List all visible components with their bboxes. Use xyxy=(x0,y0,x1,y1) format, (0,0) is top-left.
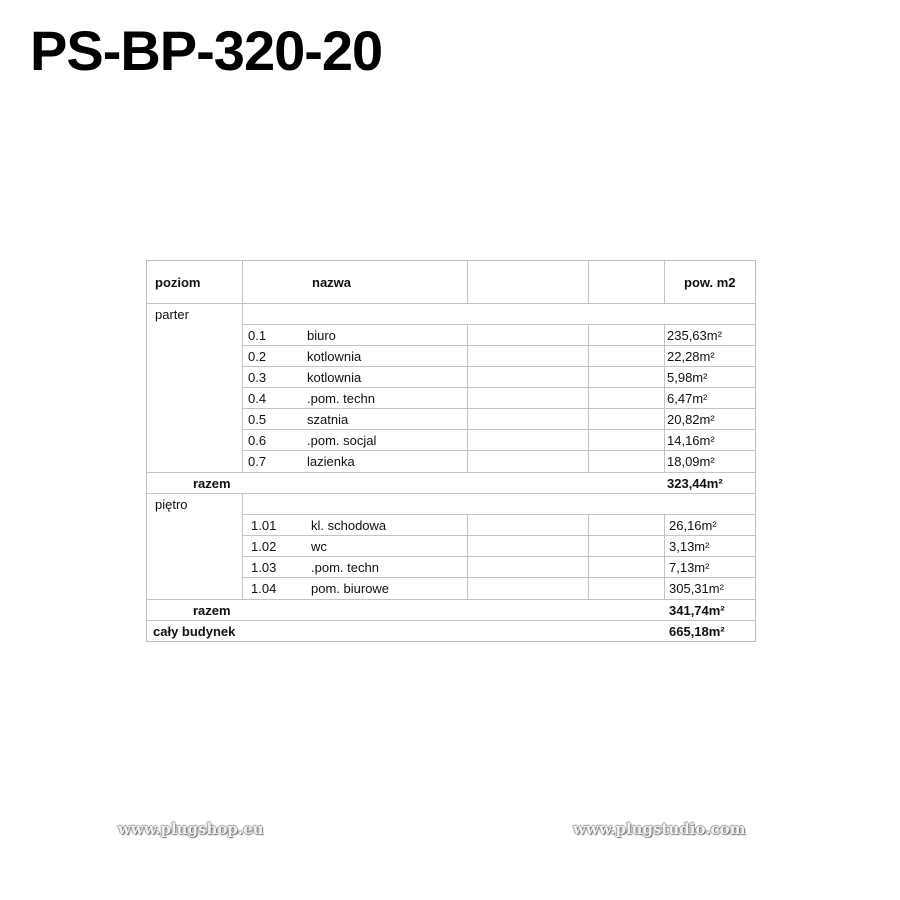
table-row xyxy=(147,515,755,536)
footer-link-plugshop[interactable]: www.plugshop.eu xyxy=(118,820,264,838)
level-row-pietro xyxy=(147,494,755,515)
table-header-row xyxy=(147,261,755,304)
room-area: 5,98m² xyxy=(667,370,708,385)
table-row xyxy=(147,367,755,388)
room-area: 14,16m² xyxy=(667,433,715,448)
room-name: kotlownia xyxy=(307,370,362,385)
room-number: 1.02 xyxy=(251,539,277,554)
footer-link-plugstudio[interactable]: www.plugstudio.com xyxy=(573,820,746,838)
table-row xyxy=(147,578,755,599)
subtotal-label: razem xyxy=(193,475,231,491)
room-number: 0.5 xyxy=(248,412,267,427)
room-area: 235,63m² xyxy=(667,328,722,343)
table-row xyxy=(147,430,755,451)
table-row xyxy=(147,451,755,472)
room-name: pom. biurowe xyxy=(311,581,390,596)
subtotal-row-pietro xyxy=(147,599,755,621)
room-name: kotlownia xyxy=(307,349,362,364)
level-name: parter xyxy=(155,307,189,322)
room-name: kl. schodowa xyxy=(311,518,387,533)
room-name: wc xyxy=(311,539,327,554)
building-total-value: 665,18m² xyxy=(669,623,725,639)
room-number: 1.01 xyxy=(251,518,277,533)
room-name: szatnia xyxy=(307,412,349,427)
header-name: nazwa xyxy=(312,274,352,290)
level-name: piętro xyxy=(155,497,188,512)
room-number: 1.04 xyxy=(251,581,277,596)
room-number: 0.3 xyxy=(248,370,267,385)
room-area: 22,28m² xyxy=(667,349,715,364)
room-area: 20,82m² xyxy=(667,412,715,427)
table-row xyxy=(147,409,755,430)
header-level: poziom xyxy=(155,274,201,290)
room-number: 0.7 xyxy=(248,454,267,469)
header-area: pow. m2 xyxy=(684,274,736,290)
table-row xyxy=(147,557,755,578)
table-row xyxy=(147,388,755,409)
room-number: 0.2 xyxy=(248,349,267,364)
room-area: 26,16m² xyxy=(669,518,717,533)
building-total-row xyxy=(147,621,755,641)
room-area: 18,09m² xyxy=(667,454,715,469)
room-name: biuro xyxy=(307,328,336,343)
room-area: 6,47m² xyxy=(667,391,708,406)
room-name: .pom. techn xyxy=(311,560,379,575)
room-number: 1.03 xyxy=(251,560,277,575)
room-name: .pom. techn xyxy=(307,391,375,406)
building-total-label: cały budynek xyxy=(153,623,236,639)
room-number: 0.1 xyxy=(248,328,267,343)
room-number: 0.6 xyxy=(248,433,267,448)
room-area: 3,13m² xyxy=(669,539,710,554)
room-area: 7,13m² xyxy=(669,560,710,575)
subtotal-row-parter xyxy=(147,472,755,494)
table-row xyxy=(147,536,755,557)
subtotal-value: 323,44m² xyxy=(667,475,723,491)
room-area: 305,31m² xyxy=(669,581,724,596)
level-row-parter xyxy=(147,304,755,325)
room-name: lazienka xyxy=(307,454,355,469)
room-name: .pom. socjal xyxy=(307,433,377,448)
page-title: PS-BP-320-20 xyxy=(30,19,383,82)
table-row xyxy=(147,325,755,346)
table-row xyxy=(147,346,755,367)
room-number: 0.4 xyxy=(248,391,267,406)
subtotal-label: razem xyxy=(193,602,231,618)
subtotal-value: 341,74m² xyxy=(669,602,725,618)
area-table xyxy=(146,260,756,642)
